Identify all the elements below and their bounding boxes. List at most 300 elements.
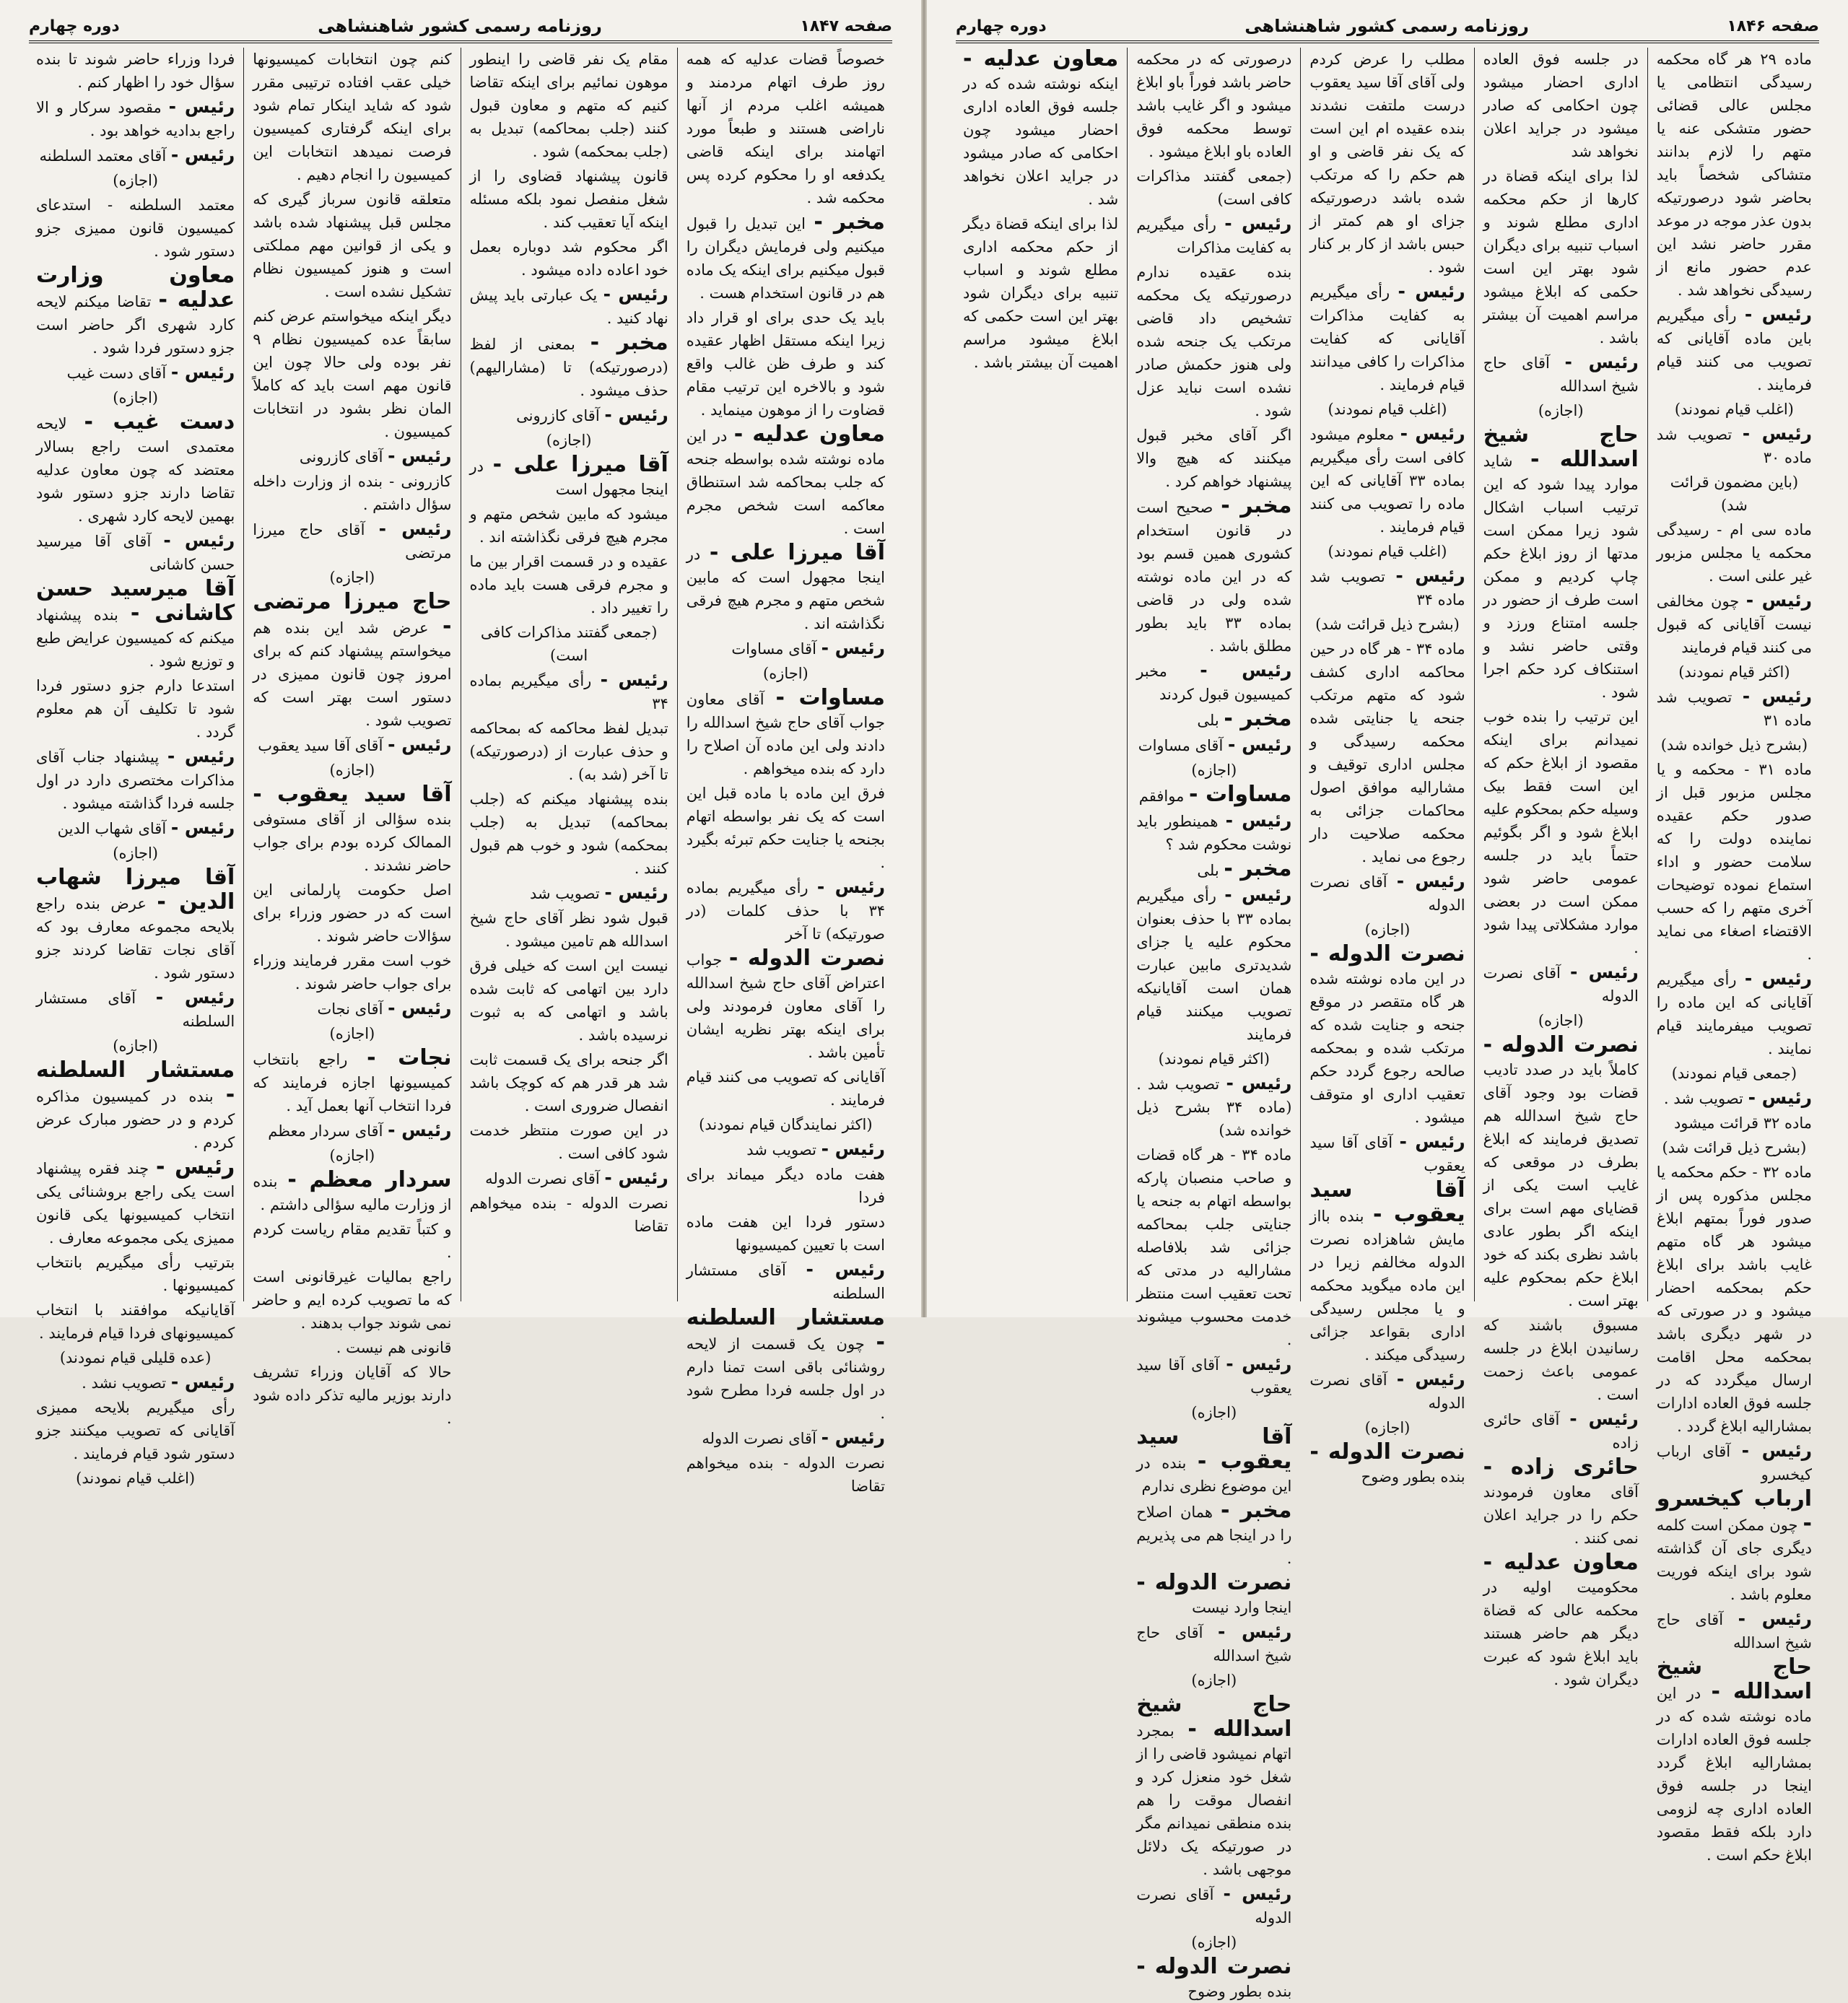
speaker-name: رئیس - [1225, 810, 1292, 831]
paragraph-text: ماده سی ام - رسیدگی محکمه یا مجلس مزبور غیر علنی است . [1656, 521, 1812, 585]
right-page-columns [954, 46, 1821, 2000]
paragraph: (عده قلیلی قیام نمودند) [59, 1349, 212, 1366]
speaker-name: رئیس - [604, 404, 668, 425]
paragraph-text: قبول شود نظر آقای حاج شیخ اسدالله هم تامین میشود . [469, 909, 668, 950]
paragraph-text: عرض بنده راجع بلایحه مجموعه معارف بود که آقای نجات تقاضا کردند جزو دستور شود . [36, 895, 235, 982]
paragraph [470, 787, 668, 880]
speaker-name: معاون عدلیه - [733, 422, 885, 447]
speaker-name: مخبر - [1221, 493, 1292, 518]
paragraph-text: خصوصاً قضات عدلیه که همه روز طرف اتهام مردمند و همیشه اغلب مردم از آنها ناراضی هستند و طبعاً مورد اتهامند برای اینکه قاضی یکدفعه او را محکوم کرده پس محکمه شد . [686, 51, 885, 206]
paragraph-text: پیشنهاد جناب آقای مذاکرات مختصری دارد در اول جلسه فردا گذاشته میشود . [36, 749, 235, 812]
speaker-name: مخبر - [590, 330, 668, 355]
paragraph-text: یک عبارتی باید پیش نهاد کنید . [469, 287, 668, 327]
paragraph [1309, 564, 1465, 611]
paragraph [1136, 783, 1291, 808]
paragraph [470, 453, 668, 501]
speaker-name: رئیس - [806, 1259, 885, 1280]
paragraph [687, 876, 885, 946]
paragraph [36, 866, 235, 985]
paragraph-text: بمجرد اتهام نمیشود قاضی را از شغل خود منعزل کرد و انفصال موقت را هم بنده منطقی نمیدانم مگر در صورتیکه یک دلائل موجهی باشد . [1136, 1722, 1292, 1878]
paragraph: (اغلب قیام نمودند) [1328, 543, 1447, 560]
paragraph-text: متعلقه قانون سرباز گیری که مجلس قبل پیشنهاد شده باشد و یکی از قوانین مهم مملکتی است و هنوز کمیسیون نظام تشکیل نشده است . [253, 191, 452, 300]
paragraph [1483, 424, 1639, 704]
page-gutter [921, 0, 927, 1317]
paragraph-text: آقای حاج شیخ اسدالله [1136, 1624, 1292, 1664]
paragraph [253, 878, 451, 948]
paragraph [1136, 1571, 1291, 1619]
paragraph-text: بلی [1197, 712, 1224, 729]
paragraph [470, 954, 668, 1047]
paragraph-text: رأی میگیریم بماده ۳۴ با حذف کلمات (در صورتیکه) تا آخر [686, 879, 885, 943]
paragraph: (اجازه) [1191, 1672, 1237, 1689]
paragraph-text: بنده پیشنهاد میکنم که کمیسیون عرایض طبع و توزیع شود . [36, 606, 235, 670]
paragraph [1483, 48, 1639, 163]
speaker-name: رئیس - [1396, 870, 1465, 891]
paragraph-text: مطلب را عرض کردم ولی آقای آقا سید یعقوب درست ملتفت نشدند بنده عقیده ام این است که یک نفر قاضی و او هم حکم را که مرتکب شده باشد درصورتیکه جزای او هم کمتر از حبس باشد از کار بر کنار شود . [1309, 51, 1465, 276]
paragraph-text: رأی میگیریم آقایانی که این ماده را تصویب میفرمایند قیام نمایند . [1656, 971, 1812, 1057]
paragraph [1657, 1439, 1812, 1486]
paragraph [253, 518, 451, 564]
paragraph-text: راجع بمالیات غیرقانونی است که ما تصویب کرده ایم و حاضر نمی شوند جواب بدهند . [253, 1268, 452, 1332]
paragraph [1309, 870, 1465, 917]
speaker-name: سردار معظم - [287, 1167, 452, 1192]
paragraph-text: اینکه نوشته شده که در جلسه فوق العاده اداری احضار میشود چون احکامی که صادر میشود در جراید اعلان نخواهد شد . [962, 75, 1119, 208]
paragraph-text: آقای نصرت الدوله [1309, 1371, 1465, 1412]
paragraph-text: فرق این ماده با ماده قبل این است که یک نفر بواسطه اتهام بجنحه یا جنایت حکم تبرئه بگیرد . [686, 785, 885, 871]
paragraph [470, 1166, 668, 1190]
speaker-name: مخبر - [1224, 706, 1292, 731]
paragraph [1657, 1112, 1812, 1135]
speaker-name: رئیس - [388, 998, 452, 1018]
paragraph-text: عرض شد این بنده هم میخواستم پیشنهاد کنم که برای امروز چون قانون ممیزی در دستور است بهتر است که تصویب شود . [253, 619, 452, 729]
paragraph [1136, 1499, 1291, 1570]
paragraph: (اجازه) [546, 432, 592, 449]
speaker-name: رئیس - [1564, 352, 1639, 372]
page-number: صفحه ۱۸۴۶ [1727, 17, 1819, 35]
paragraph-text: اصل حکومت پارلمانی این است که در حضور وزراء برای سؤالات حاضر شوند . [253, 881, 452, 945]
speaker-name: رئیس - [170, 1371, 235, 1392]
session-label: دوره چهارم [29, 17, 120, 35]
paragraph [1136, 1882, 1291, 1929]
paragraph [253, 997, 451, 1021]
paragraph-text: آقای مستشار السلطنه [686, 1262, 885, 1302]
paragraph [470, 1192, 668, 1238]
speaker-name: نصرت الدوله - [1136, 1570, 1292, 1595]
speaker-name: رئیس - [168, 96, 235, 117]
paragraph-text: ماده ۲۹ هر گاه محکمه رسیدگی انتظامی یا مجلس عالی قضائی حضور متشکی عنه یا متهم را لازم بدانند متشاکی شخصاً باید بحاضر شود درصورتیکه بدون عذر موجه در موعد مقرر حاضر نشد این عدم حضور مانع از رسیدگی نخواهد شد . [1656, 51, 1812, 299]
paragraph-text: درصورتی که در محکمه حاضر باشد فوراً باو ابلاغ میشود و اگر غایب باشد توسط محکمه فوق العاده باو ابلاغ میشود . [1136, 51, 1292, 160]
paragraph-text: آقای آقا سید یعقوب [1309, 1134, 1465, 1174]
speaker-name: معاون وزارت عدلیه - [36, 263, 235, 313]
paragraph-text: آقای آقا میرسید حسن کاشانی [36, 533, 235, 573]
paragraph-text: آقای حاج شیخ اسدالله [1483, 354, 1639, 395]
paragraph: (اکثر قیام نمودند) [1678, 663, 1790, 681]
paragraph-text: کنم چون انتخابات کمیسیونها خیلی عقب افتاده ترتیبی مقرر شود که شاید اینکار تمام شود برای اینکه گرفتاری کمیسیون فرصت نمیدهد انتخابات این کمیسیون را انجام دهیم . [253, 51, 452, 183]
paragraph-text: آقای معتمد السلطنه [39, 147, 171, 165]
paragraph [687, 637, 885, 660]
speaker-name: آقا سید یعقوب - [1136, 1424, 1292, 1474]
paragraph-text: آقای آقا سید یعقوب [1136, 1356, 1292, 1397]
speaker-name: رئیس - [604, 1167, 668, 1188]
paragraph [1309, 48, 1465, 279]
speaker-name: نصرت الدوله - [1309, 941, 1465, 966]
paragraph [1309, 1179, 1465, 1366]
paragraph [1136, 809, 1291, 856]
paragraph: (اجازه) [113, 172, 158, 189]
left-page-header [29, 12, 892, 43]
paragraph [1136, 1426, 1291, 1498]
paragraph [687, 211, 885, 305]
paragraph-text: ماده ۳۴ - هر گاه قضات و صاحب منصبان پارکه بواسطه اتهام به جنحه یا جنایتی جلب بمحاکمه جزائی شد بلافاصله مشارالیه در مدتی که تحت تعقیب است منتظر خدمت محسوب میشوند . [1136, 1146, 1292, 1348]
speaker-name: رئیس - [1200, 660, 1292, 681]
paragraph-text: ماده ۳۴ - هر گاه در حین محاکمه اداری کشف شود که متهم مرتکب جنحه یا جنایتی شده محکمه رسیدگی و مجلس اداری توقیف و مشارالیه موافق اصول محاکمات جزائی به محکمه صلاحیت دار رجوع می نماید . [1309, 640, 1465, 865]
speaker-name: رئیس - [604, 882, 668, 903]
paragraph-text: اگر جنحه برای یک قسمت ثابت شد هر قدر هم که کوچک باشد انفصال ضروری است . [469, 1051, 668, 1114]
paragraph [1136, 1353, 1291, 1400]
paragraph [1483, 1456, 1639, 1550]
paragraph [36, 1156, 235, 1249]
paragraph-text: در این ماده نوشته شده هر گاه متقصر در موقع جنحه و جنایت شده که مرتکب شده و بمحکمه صالحه رجوع گردد حکم تعقیب اداری او متوقف میشود . [1309, 970, 1465, 1126]
speaker-name: مساوات - [1189, 782, 1292, 807]
speaker-name: مخبر - [1224, 856, 1292, 881]
speaker-name: مساوات - [775, 685, 885, 710]
paragraph-text: چون ممکن است کلمه دیگری جای آن گذاشته شود برای اینکه فوریت معلوم باشد . [1656, 1517, 1812, 1603]
speaker-name: مستشار السلطنه - [686, 1305, 885, 1355]
paragraph-text: دیگر اینکه میخواستم عرض کنم سابقاً عده کمیسیون نظام ۹ نفر بوده ولی حالا چون این قانون مهم است باید که کاملاً المان نظر بشود در انتخابات کمیسیون . [253, 307, 452, 440]
paragraph [1136, 165, 1291, 211]
paragraph [1309, 1368, 1465, 1415]
speaker-name: نصرت الدوله - [1483, 1032, 1639, 1057]
paragraph [1136, 1693, 1291, 1881]
paragraph: (اجازه) [329, 1147, 375, 1164]
paragraph [253, 590, 451, 732]
speaker-name: آقا میرزا شهاب الدین - [36, 865, 235, 915]
paragraph [1483, 351, 1639, 398]
paragraph [687, 1452, 885, 1498]
speaker-name: آقا سید یعقوب - [253, 782, 452, 807]
paragraph [470, 668, 668, 715]
paragraph-text: رأی میگیریم به کفایت مذاکرات [1136, 216, 1292, 256]
paragraph [36, 411, 235, 528]
paragraph-text: مقام یک نفر قاضی را اینطور موهون نمائیم برای اینکه تقاضا کنیم که متهم و معاون قبول کنند (جلب بمحاکمه) تبدیل به (جلب بمحکمه) شود . [469, 51, 668, 160]
paragraph: (بشرح ذیل خوانده شد) [1660, 736, 1808, 754]
speaker-name: رئیس - [1226, 1353, 1292, 1374]
speaker-name: حائری زاده - [1483, 1454, 1639, 1480]
paragraph [36, 1396, 235, 1465]
paragraph-text: تصویب شد . [1663, 1090, 1748, 1107]
paragraph [253, 949, 451, 995]
paragraph [470, 235, 668, 282]
paragraph-text: رأی میگیریم بماده ۳۳ با حذف بعنوان محکوم علیه یا جزای شدیدتری مابین عبارت همان است آقایانیکه تصویب میکنند قیام فرمایند [1136, 887, 1292, 1043]
paragraph: (اجازه) [1538, 1012, 1584, 1029]
paragraph: (اجازه) [113, 845, 158, 862]
paragraph [470, 550, 668, 619]
paragraph-text: معتمد السلطنه - استدعای کمیسیون قانون ممیزی جزو دستور شود . [36, 196, 235, 260]
paragraph [253, 733, 451, 757]
paragraph-text: بنده در کمیسیون مذاکره کردم و در حضور مبارک عرض کردم . [36, 1088, 235, 1151]
paragraph-text: باید یک حدی برای او قرار داد زیرا اینکه مستقل اظهار عقیده کند و طرف ظن غالب واقع شود و بالاخره این ترتیب مقام قضاوت را از موهون مینماید . [686, 309, 885, 419]
speaker-name: دست غیب - [84, 409, 235, 435]
paragraph [36, 1251, 235, 1297]
speaker-name: رئیس - [1569, 1408, 1639, 1429]
paragraph [36, 264, 235, 359]
paragraph-text: تصویب شد [530, 885, 605, 902]
paragraph-text: در این صورت منتظر خدمت شود کافی است . [469, 1122, 668, 1162]
paragraph-text: آقای نجات [317, 1000, 388, 1018]
paragraph-text: آقای نصرت الدوله [1136, 1886, 1292, 1926]
paragraph [36, 1299, 235, 1345]
paragraph-text: آقای حائری زاده [1483, 1411, 1639, 1452]
paragraph-text: استدعا دارم جزو دستور فردا شود تا تکلیف آن هم معلوم گردد . [36, 677, 235, 741]
paragraph [1657, 1488, 1812, 1606]
speaker-name: ارباب کیخسرو - [1656, 1486, 1812, 1536]
paragraph-text: آقای شهاب الدین [57, 820, 171, 837]
left-page [0, 0, 921, 1495]
paragraph: (اغلب قیام نمودند) [76, 1470, 196, 1487]
paragraph-text: در این ماده نوشته شده که در جلسه فوق العاده ادارات بمشارالیه ابلاغ گردد اینجا در جلسه فوق العاده اداری چه لزومی دارد بلکه فقط مقصود ابلاغ حکم است . [1656, 1685, 1812, 1864]
paragraph [1136, 261, 1291, 422]
paragraph-text: این ترتیب را بنده خوب نمیدانم برای اینکه مقصود از ابلاغ حکم که این است فقط بیک وسیله حکم بمحکوم علیه ابلاغ شود و اگر بگوئیم حتماً باید در جلسه عمومی حاضر شود ممکن است در بعضی موارد مشکلاتی پیدا شود . [1483, 708, 1639, 956]
paragraph [470, 881, 668, 905]
paragraph [1657, 1607, 1812, 1654]
paragraph-text: شاید موارد پیدا شود که این ترتیب اسباب اشکال شود زیرا ممکن است مدتها از روز ابلاغ حکم چاپ کردیم و ممکن است طرف از حضور در جلسه امتناع ورزد و وقتی حاضر نشد و استنکاف کرد حکم اجرا شود . [1483, 453, 1639, 701]
speaker-name: رئیس - [1744, 968, 1812, 989]
paragraph [253, 470, 451, 516]
paragraph-text: مقصود سرکار و الا راجع بدادیه خواهد بود . [36, 99, 235, 139]
paragraph [470, 1048, 668, 1117]
paragraph [687, 423, 885, 540]
paragraph-text: بنده بطور وضوح [1361, 1468, 1465, 1485]
text-column [1300, 48, 1473, 1485]
paragraph: (اجازه) [329, 762, 375, 779]
speaker-name: مستشار السلطنه - [36, 1057, 235, 1107]
speaker-name: نصرت الدوله - [1136, 1954, 1292, 1979]
paragraph [687, 48, 885, 209]
paragraph: (اکثر قیام نمودند) [1158, 1050, 1270, 1068]
paragraph-text: اینجا وارد نیست [1192, 1599, 1292, 1616]
paragraph-text: لذا برای اینکه قضاة دیگر از حکم محکمه اداری مطلع شوند و اسباب تنبیه برای دیگران شود بهتر این است حکمی که ابلاغ میشود مراسم اهمیت آن بیشتر باشد . [962, 215, 1119, 371]
speaker-name: رئیس - [170, 817, 235, 838]
paragraph-text: بنده بااز مایش شاهزاده نصرت الدوله مخالفم زیرا در این ماده میگوید محکمه و یا مجلس رسیدگی اداری بقواعد جزائی رسیدگی میکند . [1309, 1208, 1465, 1363]
paragraph [1483, 705, 1639, 959]
paragraph [687, 947, 885, 1064]
speaker-name: آقا سید یعقوب - [1309, 1177, 1465, 1227]
paragraph-text: بنده پیشنهاد میکنم که (جلب بمحاکمه) تبدیل به (جلب بمحکمه) شود و خوب هم قبول کنند . [469, 790, 668, 877]
text-column [1474, 48, 1647, 1688]
paragraph: (اغلب قیام نمودند) [1328, 401, 1447, 418]
paragraph [687, 541, 885, 635]
paragraph-text: چون یک قسمت از لایحه روشنائی باقی است تمنا دارم در اول جلسه فردا مطرح شود . [686, 1335, 885, 1422]
paragraph [687, 1258, 885, 1305]
paragraph-text: خوب است مقرر فرمایند وزراء برای جواب حاضر شوند . [253, 952, 452, 992]
paragraph: (اکثر نمایندگان قیام نمودند) [699, 1116, 873, 1133]
paragraph-text: رأی میگیریم بماده ۳۴ [469, 672, 668, 712]
paragraph [687, 1138, 885, 1161]
paragraph [1136, 494, 1291, 658]
text-column [243, 48, 460, 1427]
paragraph [1309, 637, 1465, 868]
paragraph-text: بنده عقیده ندارم درصورتیکه یک محکمه تشخیص داد قاضی مرتکب یک جنحه شده ولی هنوز حکمش صادر نشده است نباید عزل شود . [1136, 263, 1292, 419]
speaker-name: رئیس - [821, 637, 885, 658]
newspaper-title: روزنامه رسمی کشور شاهنشاهی [1245, 16, 1529, 36]
paragraph-text: آقای نصرت الدوله [702, 1430, 821, 1447]
paragraph: (جمعی قیام نمودند) [1671, 1065, 1797, 1082]
paragraph: (اجازه) [1538, 402, 1584, 419]
paragraph [253, 188, 451, 303]
speaker-name: رئیس - [1569, 961, 1639, 982]
paragraph-text: آقای کازرونی [516, 407, 605, 424]
paragraph [36, 95, 235, 142]
paragraph-text: بنده سؤالی از آقای مستوفی الممالک کرده بودم برای جواب حاضر نشدند . [253, 811, 452, 874]
paragraph [470, 165, 668, 234]
paragraph-text: راجع بانتخاب کمیسیونها اجازه فرمایند که فردا انتخاب آنها بعمل آید . [253, 1051, 452, 1114]
paragraph-text: آقای معاون فرمودند حکم را در جراید اعلان نمی کنند . [1483, 1483, 1639, 1547]
speaker-name: نصرت الدوله - [728, 946, 885, 971]
speaker-name: رئیس - [388, 734, 452, 755]
paragraph-text: آقای حاج میرزا مرتضی [253, 521, 452, 562]
paragraph [1657, 589, 1812, 659]
paragraph [470, 502, 668, 549]
paragraph-text: تصویب شد [746, 1141, 821, 1158]
paragraph [36, 986, 235, 1033]
paragraph-text: آقای آقا سید یعقوب [258, 737, 388, 754]
paragraph-text: چند فقره پیشنهاد است یکی راجع بروشنائی یکی انتخاب کمیسیونها یکی قانون ممیزی یکی مجموعه معارف . [36, 1160, 235, 1247]
paragraph [1309, 943, 1465, 1129]
paragraph-text: رأی میگیریم به کفایت مذاکرات آقایانی که کفایت مذاکرات را کافی میدانند قیام فرمایند . [1309, 284, 1465, 393]
paragraph [253, 445, 451, 468]
paragraph [253, 1218, 451, 1264]
paragraph-text: (جمعی گفتند مذاکرات کافی است) [1136, 167, 1292, 208]
paragraph: (اجازه) [329, 569, 375, 586]
speaker-name: آقا میرسید حسن کاشانی - [36, 576, 235, 626]
paragraph-text: تقاضا میکنم لایحه کارد شهری اگر حاضر است جزو دستور فردا شود . [36, 293, 235, 357]
paragraph [36, 193, 235, 263]
paragraph-text: رأی میگیریم بلایحه ممیزی آقایانی که تصویب میکنند جزو دستور شود قیام فرمایند . [36, 1399, 235, 1462]
paragraph [1657, 1086, 1812, 1110]
paragraph: (بشرح ذیل قرائت شد) [1315, 616, 1460, 633]
paragraph-text: تصویب شد ماده ۳۴ [1309, 568, 1465, 608]
paragraph-text: آقای مساوات [731, 640, 821, 658]
paragraph [1657, 1656, 1812, 1867]
paragraph-text: کاملاً باید در صدد تادیب قضات بود وجود آقای حاج شیخ اسدالله هم تصدیق فرمایند که ابلاغ بطرف در موقعی که غایب است یکی از قضایای مهم است برای اینکه اگر بطور عادی باشد نظری بکند که خود ابلاغ حکم بمحکوم علیه بهتر است . [1483, 1061, 1639, 1309]
paragraph: (جمعی گفتند مذاکرات کافی است) [480, 624, 658, 664]
speaker-name: رئیس - [170, 362, 235, 383]
paragraph [1136, 424, 1291, 493]
paragraph [1483, 1408, 1639, 1454]
paragraph [36, 361, 235, 385]
speaker-name: آقا میرزا علی - [492, 452, 668, 477]
paragraph [470, 48, 668, 163]
paragraph [1483, 1314, 1639, 1406]
paragraph: (اغلب قیام نمودند) [1674, 401, 1794, 418]
paragraph [687, 782, 885, 874]
paragraph-text: این تبدیل را قبول میکنیم ولی فرمایش دیگران را قبول میکنیم برای اینکه یک ماده هم در قانون استخدام هست . [686, 215, 885, 302]
speaker-name: رئیس - [1744, 304, 1812, 325]
paragraph-text: همینطور باید نوشت محکوم شد ؟ [1136, 813, 1292, 853]
page-number: صفحه ۱۸۴۷ [800, 17, 892, 35]
speaker-name: رئیس - [821, 1138, 885, 1159]
paragraph [1136, 1072, 1291, 1142]
paragraph-text: لایحه معتمدی است راجع بسالار معتضد که چون معاون عدلیه تقاضا دارند جزو دستور شود بهمین لایحه کارد شهری . [36, 415, 235, 525]
speaker-name: حاج شیخ اسدالله - [1136, 1692, 1292, 1742]
paragraph-text: آقای ارباب کیخسرو [1656, 1443, 1812, 1483]
paragraph [36, 674, 235, 743]
paragraph [1309, 1130, 1465, 1177]
paragraph-text: چون مخالفی نیست آقایانی که قبول می کنند قیام فرمایند [1656, 593, 1812, 656]
paragraph-text: ماده ۳۲ - حکم محکمه یا مجلس مذکوره پس از صدور فوراً بمتهم ابلاغ میشود هر گاه متهم غایب باشد برای ابلاغ حکم بمحکمه احضار میشود و در صورتی که در شهر دیگری باشد بمحکمه محل اقامت ارسال میگردد که در جلسه فوق العاده ادارات بمشارالیه ابلاغ گردد . [1656, 1164, 1812, 1435]
paragraph-text: نیست این است که خیلی فرق دارد بین اتهامی که ثابت شده باشد و اتهامی که به ثبوت نرسیده باشد . [469, 957, 668, 1044]
speaker-name: رئیس - [1741, 1440, 1812, 1461]
speaker-name: رئیس - [816, 876, 885, 897]
paragraph-text: آقای مستشار السلطنه [36, 990, 235, 1030]
paragraph [253, 1119, 451, 1143]
paragraph: (اجازه) [1191, 1404, 1237, 1421]
paragraph [1483, 1551, 1639, 1691]
paragraph-text: لذا برای اینکه قضاة در کارها از حکم محکمه اداری مطلع شوند و اسباب تنبیه برای دیگران شود بهتر این است حکمی که ابلاغ میشود مراسم اهمیت آن بیشتر باشد . [1483, 167, 1639, 346]
text-column [954, 48, 1127, 1301]
paragraph: (اجازه) [113, 1037, 158, 1055]
paragraph-text: آقای نصرت الدوله [1309, 873, 1465, 914]
paragraph [1657, 758, 1812, 966]
paragraph-text: بمعنی از لفظ (درصورتیکه) تا (مشارالیهم) حذف میشود . [469, 336, 668, 399]
paragraph [1136, 1143, 1291, 1351]
speaker-name: مخبر - [1221, 1498, 1292, 1523]
paragraph: (اجازه) [763, 665, 808, 682]
paragraph-text: آقای مساوات [1138, 737, 1228, 754]
paragraph [963, 48, 1118, 211]
paragraph [253, 783, 451, 877]
speaker-name: رئیس - [1738, 1608, 1812, 1629]
paragraph [253, 1169, 451, 1216]
paragraph-text: قانون پیشنهاد قضاوی را از شغل منفصل نمود بلکه مسئله اینکه آیا تعقیب کند . [469, 167, 668, 231]
paragraph [687, 306, 885, 422]
paragraph [1136, 659, 1291, 706]
paragraph [1657, 685, 1812, 732]
paragraph [470, 403, 668, 427]
paragraph-text: آقای کازرونی [299, 448, 388, 466]
speaker-name: رئیس - [1400, 423, 1465, 444]
paragraph [36, 144, 235, 167]
paragraph [36, 1059, 235, 1154]
paragraph [36, 529, 235, 576]
paragraph-text: بلی [1197, 862, 1224, 879]
speaker-name: نصرت الدوله - [1309, 1439, 1465, 1465]
paragraph-text: آقای دست غیب [66, 365, 171, 382]
speaker-name: رئیس - [1396, 1369, 1465, 1389]
paragraph-text: همان اصلاح را در اینجا هم می پذیریم . [1136, 1504, 1292, 1567]
paragraph-text: جواب اعتراض آقای حاج شیخ اسدالله را آقای معاون فرمودند ولی برای اینکه بهتر نظریه ایشان تأمین باشد . [686, 951, 885, 1061]
paragraph [36, 577, 235, 673]
paragraph [963, 212, 1118, 374]
paragraph-text: نصرت الدوله - بنده میخواهم تقاضا [469, 1195, 668, 1235]
paragraph [470, 1119, 668, 1165]
speaker-name: رئیس - [1227, 734, 1292, 755]
paragraph-text: تبدیل لفظ محاکمه که بمحاکمه و حذف عبارت از (درصورتیکه) تا آخر (شد به) . [469, 720, 668, 783]
paragraph-text: تصویب شد . (ماده ۳۴ بشرح ذیل خوانده شد) [1136, 1075, 1292, 1139]
paragraph [1483, 961, 1639, 1008]
paragraph-text: ماده ۳۲ قرائت میشود [1673, 1114, 1812, 1132]
speaker-name: معاون عدلیه - [962, 46, 1119, 71]
newspaper-title: روزنامه رسمی کشور شاهنشاهی [318, 16, 602, 36]
paragraph [687, 1065, 885, 1112]
paragraph: (اجازه) [113, 389, 158, 406]
paragraph [36, 816, 235, 840]
speaker-name: رئیس - [388, 1120, 452, 1140]
text-column [677, 48, 894, 1495]
paragraph-text: هفت ماده دیگر میماند برای فردا [686, 1166, 885, 1206]
paragraph [687, 686, 885, 780]
paragraph [253, 305, 451, 443]
